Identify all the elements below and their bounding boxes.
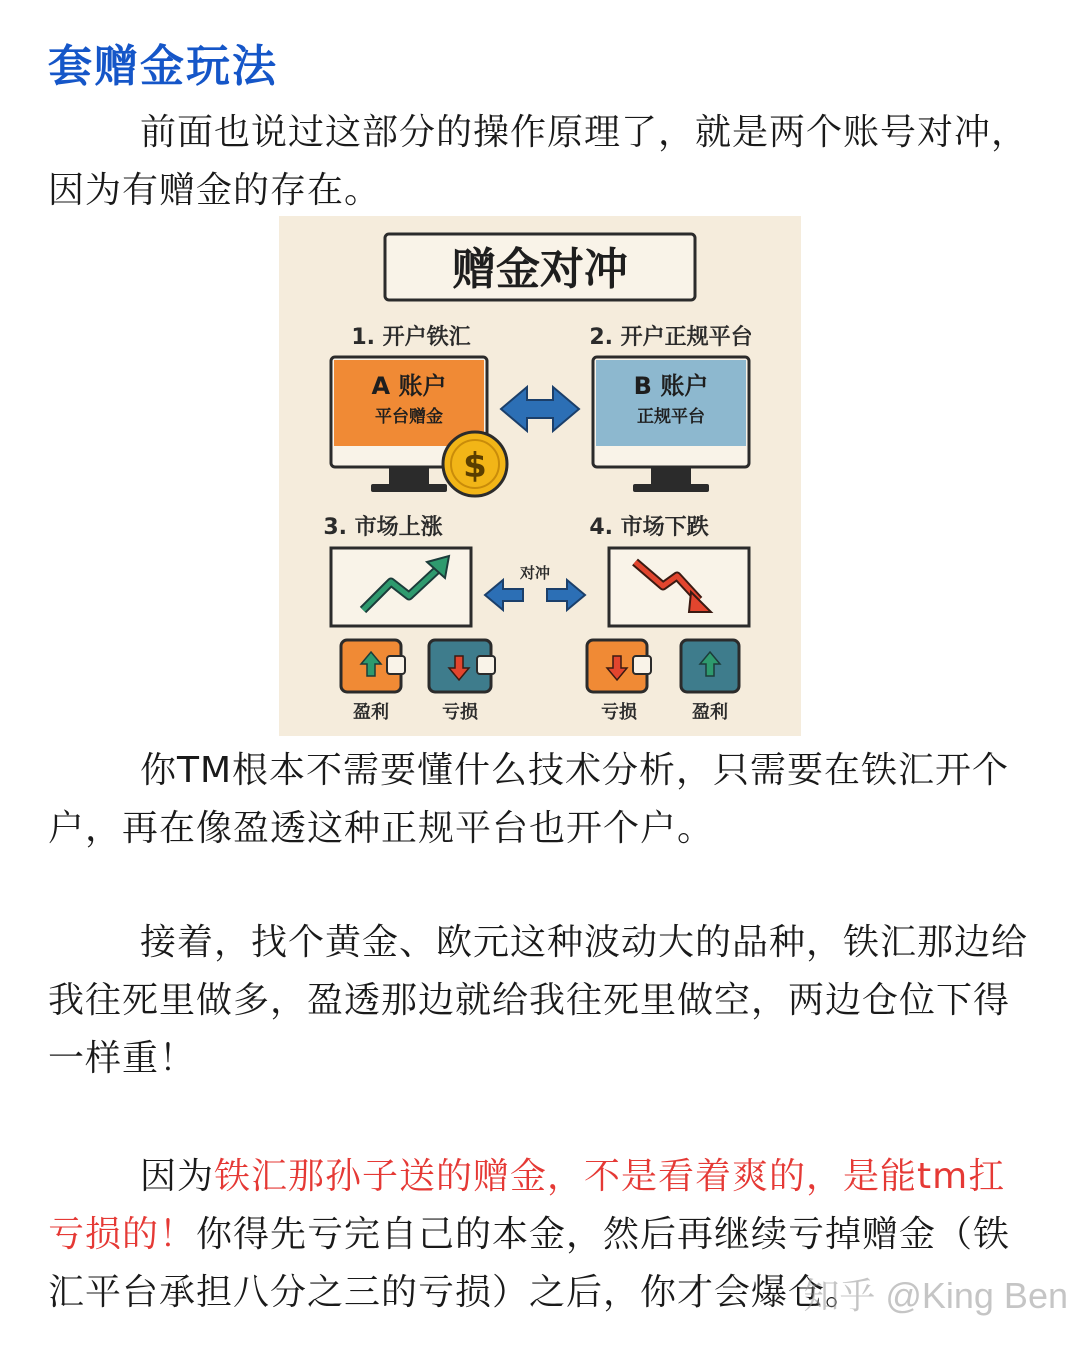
wallet-profit-icon xyxy=(341,640,405,692)
wallet-loss-icon xyxy=(429,640,495,692)
wallet3-label: 亏损 xyxy=(601,702,637,723)
right-arrow-icon xyxy=(547,580,585,610)
diagram-title: 赠金对冲 xyxy=(452,244,628,295)
account-a-label: A 账户 xyxy=(371,372,447,400)
account-a-sub: 平台赠金 xyxy=(375,407,443,427)
market-down-chart xyxy=(609,548,749,626)
monitor-b xyxy=(593,357,749,492)
paragraph-4-start: 因为 xyxy=(140,1156,215,1197)
paragraph-4-highlight: 铁汇那孙子送的赠金，不是看着爽的，是能tm扛亏损的！ xyxy=(48,1156,1006,1255)
step4-label: 4. 市场下跌 xyxy=(589,515,709,540)
wallet2-label: 亏损 xyxy=(442,702,478,723)
wallet4-label: 盈利 xyxy=(692,702,728,723)
account-b-sub: 正规平台 xyxy=(637,407,705,427)
left-arrow-icon xyxy=(485,580,523,610)
account-b-label: B 账户 xyxy=(633,372,709,400)
hedge-label: 对冲 xyxy=(519,564,551,582)
step1-label: 1. 开户铁汇 xyxy=(351,325,471,350)
watermark: 知乎 @King Ben xyxy=(803,1275,1068,1316)
hedge-illustration xyxy=(279,216,801,736)
double-arrow-icon xyxy=(501,387,579,431)
paragraph-3: 接着，找个黄金、欧元这种波动大的品种，铁汇那边给我往死里做多，盈透那边就给我往死里做空，两边仓位下得一样重！ xyxy=(48,922,1029,1079)
step3-label: 3. 市场上涨 xyxy=(323,515,443,540)
wallet1-label: 盈利 xyxy=(353,702,389,723)
dollar-coin-icon xyxy=(443,432,507,496)
wallet-loss-icon-2 xyxy=(587,640,651,692)
market-up-chart xyxy=(331,548,471,626)
dollar-sign: $ xyxy=(463,446,487,486)
paragraph-4-rest: 你得先亏完自己的本金，然后再继续亏掉赠金（铁汇平台承担八分之三的亏损）之后，你才会爆仓。 xyxy=(48,1214,1011,1313)
section-heading: 套赠金玩法 xyxy=(48,41,278,92)
hedge-diagram-svg xyxy=(279,216,801,736)
paragraph-2: 你TM根本不需要懂什么技术分析，只需要在铁汇开个户，再在像盈透这种正规平台也开个户。 xyxy=(48,750,1010,849)
step2-label: 2. 开户正规平台 xyxy=(589,325,753,350)
wallet-profit-icon-2 xyxy=(681,640,739,692)
paragraph-1: 前面也说过这部分的操作原理了，就是两个账号对冲，因为有赠金的存在。 xyxy=(48,112,1029,211)
